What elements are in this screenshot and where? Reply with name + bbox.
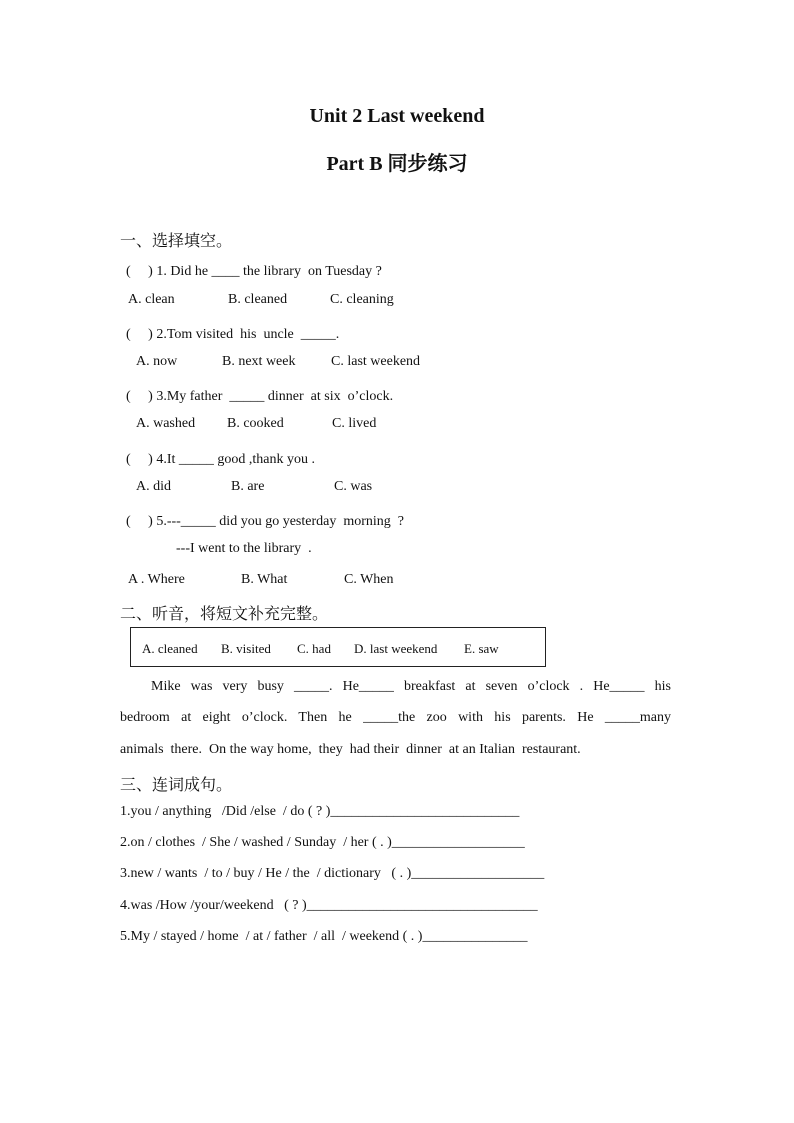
- page-subtitle: Part B 同步练习: [326, 153, 468, 175]
- word-bank-item: C. had: [297, 641, 331, 656]
- question-4-option-b: B. are: [231, 479, 265, 494]
- question-2-stem: ( ) 2.Tom visited his uncle _____.: [126, 327, 340, 342]
- question-4-stem: ( ) 4.It _____ good ,thank you .: [126, 452, 315, 467]
- sentence-item-1: 1.you / anything /Did /else / do ( ? )___________________________: [120, 804, 520, 819]
- question-2-option-c: C. last weekend: [331, 354, 421, 369]
- word-bank-item: B. visited: [221, 641, 271, 656]
- sentence-item-4: 4.was /How /your/weekend ( ? )_________________________________: [120, 898, 538, 913]
- word-bank-item: A. cleaned: [142, 641, 198, 656]
- passage-line-1: Mike was very busy _____. He_____ breakfast at seven o’clock . He_____ his: [151, 679, 671, 694]
- section3-heading: 三、连词成句。: [120, 777, 233, 794]
- question-1-option-a: A. clean: [128, 292, 175, 307]
- question-3-option-a: A. washed: [136, 416, 196, 431]
- section2-heading: 二、听音，将短文补充完整。: [120, 606, 329, 623]
- question-3-option-b: B. cooked: [227, 416, 284, 431]
- question-5-answer-line: ---I went to the library .: [176, 541, 312, 556]
- question-4-option-c: C. was: [334, 479, 373, 494]
- word-bank-item: E. saw: [464, 641, 499, 656]
- question-1-stem: ( ) 1. Did he ____ the library on Tuesday ?: [126, 264, 382, 279]
- question-4-option-a: A. did: [136, 479, 171, 494]
- question-1-option-c: C. cleaning: [330, 292, 394, 307]
- question-3-option-c: C. lived: [332, 416, 377, 431]
- question-5-option-a: A . Where: [128, 572, 185, 587]
- word-bank-item: D. last weekend: [354, 641, 438, 656]
- section1-heading: 一、选择填空。: [120, 233, 233, 250]
- question-5-stem: ( ) 5.---_____ did you go yesterday morning ?: [126, 514, 404, 529]
- question-1-option-b: B. cleaned: [228, 292, 288, 307]
- passage-line-3: animals there. On the way home, they had their dinner at an Italian restaurant.: [120, 742, 581, 757]
- sentence-item-2: 2.on / clothes / She / washed / Sunday / her ( . )___________________: [120, 835, 525, 850]
- sentence-item-3: 3.new / wants / to / buy / He / the / dictionary ( . )___________________: [120, 866, 545, 881]
- passage-line-2: bedroom at eight o’clock. Then he _____the zoo with his parents. He _____many: [120, 710, 671, 725]
- question-5-option-b: B. What: [241, 572, 288, 587]
- question-5-option-c: C. When: [344, 572, 394, 587]
- sentence-item-5: 5.My / stayed / home / at / father / all / weekend ( . )_______________: [120, 929, 528, 944]
- question-3-stem: ( ) 3.My father _____ dinner at six o’clock.: [126, 389, 394, 404]
- word-bank-box: [130, 627, 546, 667]
- question-2-option-b: B. next week: [222, 354, 296, 369]
- question-2-option-a: A. now: [136, 354, 178, 369]
- page-title: Unit 2 Last weekend: [309, 105, 485, 127]
